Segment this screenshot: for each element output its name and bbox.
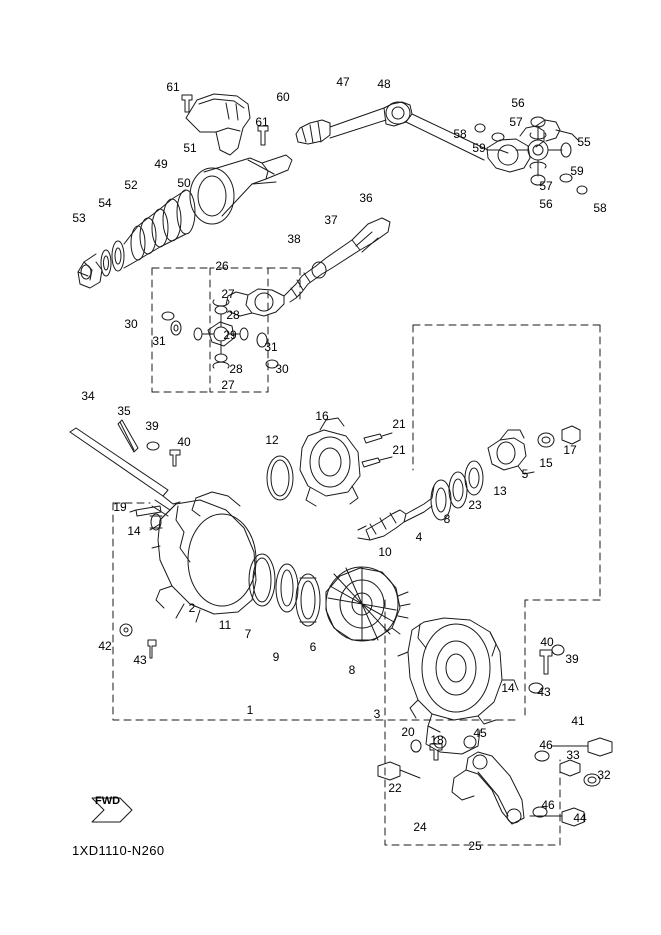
callout-number: 37 <box>324 213 338 227</box>
callout-number: 31 <box>264 340 278 354</box>
callout-number: 6 <box>309 640 317 654</box>
callout-number: 1 <box>246 703 254 717</box>
callout-number: 57 <box>509 115 523 129</box>
callout-number: 58 <box>453 127 467 141</box>
callout-number: 11 <box>218 618 232 632</box>
callout-number: 7 <box>244 627 252 641</box>
callout-number: 35 <box>117 404 131 418</box>
callout-number: 32 <box>597 768 611 782</box>
callout-number: 27 <box>221 287 235 301</box>
callout-number: 8 <box>348 663 356 677</box>
callout-number: 39 <box>565 652 579 666</box>
callout-number: 5 <box>521 467 529 481</box>
fwd-direction-label: FWD <box>95 795 121 807</box>
diagram-part-number: 1XD1110-N260 <box>72 843 165 858</box>
callout-number: 21 <box>392 417 406 431</box>
callout-number: 48 <box>377 77 391 91</box>
callout-number: 39 <box>145 419 159 433</box>
callout-number: 52 <box>124 178 138 192</box>
callout-number: 46 <box>539 738 553 752</box>
callout-number: 34 <box>81 389 95 403</box>
callout-number: 13 <box>493 484 507 498</box>
callout-number: 12 <box>265 433 279 447</box>
callout-number: 16 <box>315 409 329 423</box>
callout-number: 23 <box>468 498 482 512</box>
callout-number: 56 <box>539 197 553 211</box>
callout-number: 45 <box>473 726 487 740</box>
callout-number: 24 <box>413 820 427 834</box>
callout-number: 31 <box>152 334 166 348</box>
callout-number: 57 <box>539 179 553 193</box>
callout-number: 47 <box>336 75 350 89</box>
callout-number: 29 <box>223 328 237 342</box>
callout-number: 28 <box>226 308 240 322</box>
callout-number: 30 <box>124 317 138 331</box>
callout-number: 41 <box>571 714 585 728</box>
callout-number: 2 <box>188 601 196 615</box>
callout-number: 26 <box>215 259 229 273</box>
callout-number: 10 <box>378 545 392 559</box>
callout-number: 46 <box>541 798 555 812</box>
callout-number: 58 <box>593 201 607 215</box>
callout-number: 49 <box>154 157 168 171</box>
callout-number: 22 <box>388 781 402 795</box>
callout-number: 61 <box>166 80 180 94</box>
callout-number: 21 <box>392 443 406 457</box>
callout-number: 17 <box>563 443 577 457</box>
callout-number: 20 <box>401 725 415 739</box>
callout-number: 55 <box>577 135 591 149</box>
callout-number: 56 <box>511 96 525 110</box>
callout-number: 59 <box>472 141 486 155</box>
callout-number: 44 <box>573 811 587 825</box>
callout-number: 27 <box>221 378 235 392</box>
callout-number: 3 <box>373 707 381 721</box>
callout-number: 4 <box>415 530 423 544</box>
callout-number: 50 <box>177 176 191 190</box>
callout-number: 40 <box>540 635 554 649</box>
callout-number: 33 <box>566 748 580 762</box>
callout-number: 60 <box>276 90 290 104</box>
callout-number: 43 <box>537 685 551 699</box>
callout-number: 18 <box>430 733 444 747</box>
callout-number: 14 <box>127 524 141 538</box>
callout-number: 8 <box>443 512 451 526</box>
callout-number: 9 <box>272 650 280 664</box>
callout-number: 51 <box>183 141 197 155</box>
callout-number: 28 <box>229 362 243 376</box>
callout-number: 40 <box>177 435 191 449</box>
callout-number: 15 <box>539 456 553 470</box>
callout-number: 54 <box>98 196 112 210</box>
callout-number: 61 <box>255 115 269 129</box>
callout-number: 43 <box>133 653 147 667</box>
callout-number: 36 <box>359 191 373 205</box>
callout-number: 25 <box>468 839 482 853</box>
callout-number: 14 <box>501 681 515 695</box>
callout-number: 59 <box>570 164 584 178</box>
callout-number: 38 <box>287 232 301 246</box>
callout-number: 19 <box>113 500 127 514</box>
callout-number: 53 <box>72 211 86 225</box>
callout-number: 42 <box>98 639 112 653</box>
callout-number: 30 <box>275 362 289 376</box>
